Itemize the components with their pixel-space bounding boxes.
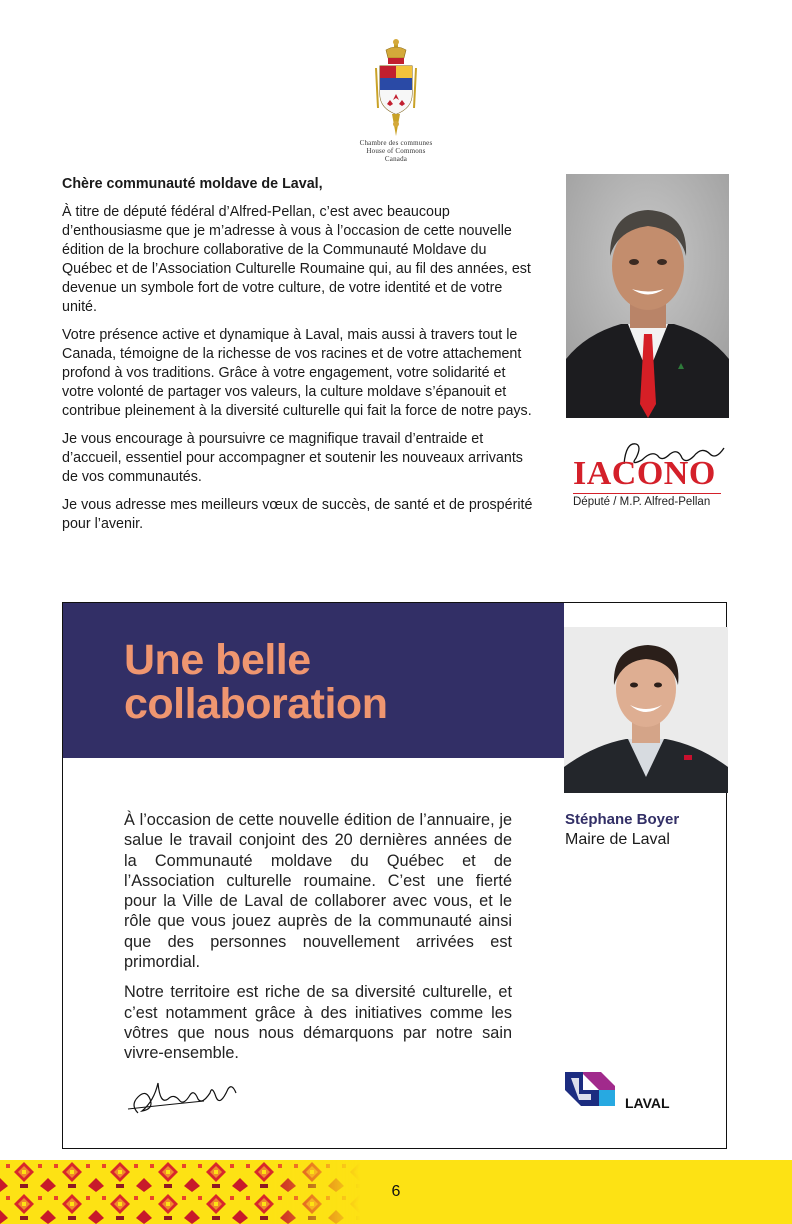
letter-paragraph: Votre présence active et dynamique à Laval, mais aussi à travers tout le Canada, témoigne de la richesse de vos racines et de votre attachement profond à vos traditions. Grâce à votre engagement, votre solidarité et votre volonté de partager vos valeurs, la culture moldave s’épanouit et contribue pleinement à la diversité culturelle qui fait la force de notre pays.: [62, 327, 532, 419]
laval-logo-text: LAVAL: [625, 1095, 670, 1111]
house-of-commons-crest: [368, 38, 424, 138]
crest-caption-line: Canada: [384, 155, 408, 163]
letter-paragraph: Je vous adresse mes meilleurs vœux de succès, de santé et de prospérité pour l’avenir.: [62, 497, 533, 532]
mayor-message: [124, 810, 512, 1074]
mayor-role: Maire de Laval: [565, 831, 670, 848]
headline-line: collaboration: [124, 680, 388, 728]
crest-caption: [330, 139, 462, 163]
mp-portrait: [566, 174, 729, 418]
crest-caption-line: Chambre des communes: [359, 139, 433, 147]
mayor-paragraph: Notre territoire est riche de sa diversité culturelle, et c’est notamment grâce à des initiatives comme les vôtres que nous nous démarquons par notre sain vivre-ensemble.: [124, 983, 512, 1063]
name-underline: [573, 493, 721, 494]
mayor-paragraph: À l’occasion de cette nouvelle édition de l’annuaire, je salue le travail conjoint des 20 dernières années de la Communauté moldave du Québec et de l’Association culturelle roumaine. C’est une fierté pour la Ville de Laval de collaborer avec vous, et le rôle que vous jouez auprès de la communauté ainsi que des personnes nouvellement arrivées est primordial.: [124, 811, 512, 972]
letter-salutation: Chère communauté moldave de Laval,: [62, 176, 323, 192]
mp-letter: [62, 175, 538, 543]
mayor-name: Stéphane Boyer: [565, 811, 680, 828]
letter-paragraph: Je vous encourage à poursuivre ce magnifique travail d’entraide et d’accueil, essentiel pour accompagner et soutenir les nouveaux arrivants de vos communautés.: [62, 431, 523, 485]
mp-title: Député / M.P. Alfred-Pellan: [573, 496, 711, 508]
folk-embroidery-pattern: [0, 1160, 360, 1224]
letter-paragraph: À titre de député fédéral d’Alfred-Pellan, c’est avec beaucoup d’enthousiasme que je m’adresse à vous à l’occasion de cette nouvelle édition de la brochure collaborative de la Communauté Moldave du Québec et de l’Association Culturelle Roumaine qui, au fil des années, est devenue un symbole fort de votre culture, de votre identité et de votre unité.: [62, 204, 531, 315]
mp-name: IACONO: [573, 455, 716, 492]
mayor-signature: [124, 1075, 240, 1120]
page-number: 6: [391, 1183, 401, 1200]
laval-logo: [563, 1068, 693, 1114]
headline-line: Une belle: [124, 636, 311, 684]
mayor-portrait: [564, 627, 728, 793]
crest-caption-line: House of Commons: [366, 147, 426, 155]
section-headline: [124, 638, 544, 726]
